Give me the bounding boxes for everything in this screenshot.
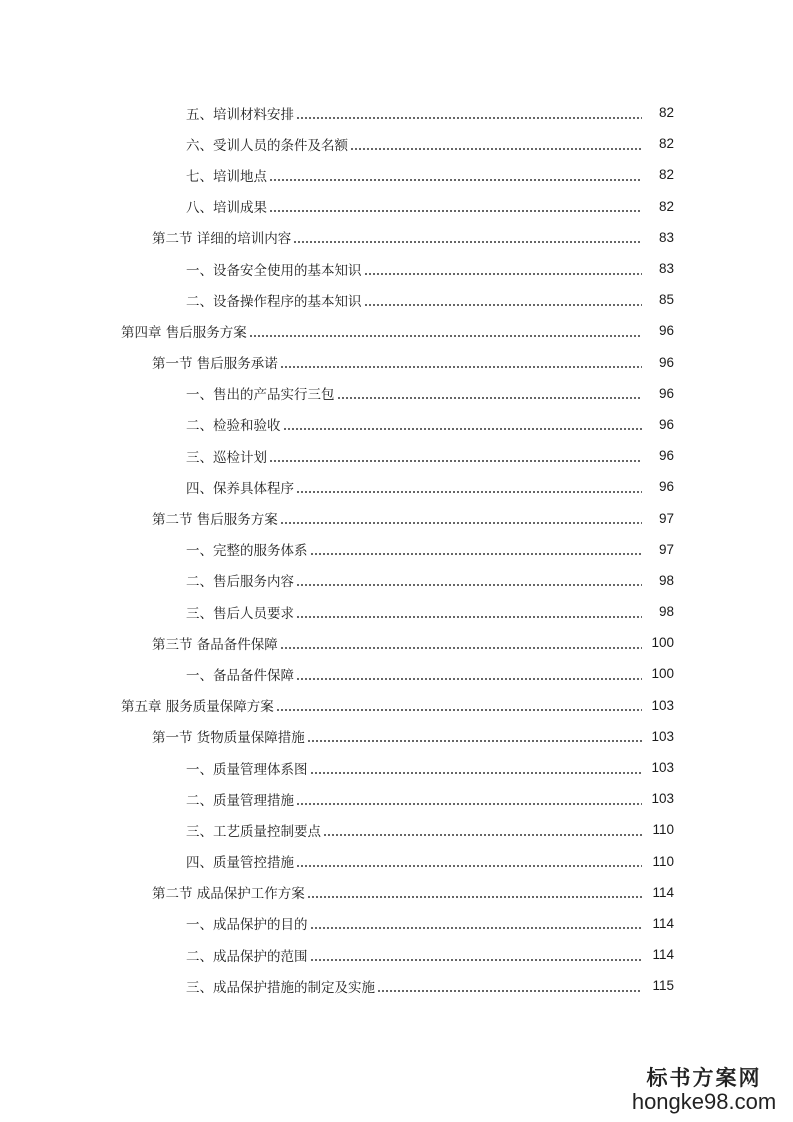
toc-entry-page-number: 82 bbox=[658, 167, 674, 183]
toc-entry-item[interactable] bbox=[0, 565, 793, 596]
toc-entry-page-number: 114 bbox=[652, 884, 674, 900]
toc-entry-item[interactable] bbox=[0, 378, 793, 409]
toc-dot-leader bbox=[276, 709, 642, 711]
toc-entry-page-number: 114 bbox=[652, 915, 674, 931]
toc-dot-leader bbox=[296, 616, 642, 618]
toc-dot-leader bbox=[283, 428, 643, 430]
toc-entry-label: 二、售后服务内容 bbox=[186, 574, 294, 591]
toc-entry-label: 一、设备安全使用的基本知识 bbox=[186, 262, 362, 279]
toc-entry-item[interactable] bbox=[0, 596, 793, 627]
toc-entry-label: 一、售出的产品实行三包 bbox=[186, 387, 335, 404]
toc-entry-item[interactable] bbox=[0, 253, 793, 284]
toc-entry-page-number: 98 bbox=[658, 604, 674, 620]
toc-entry-page-number: 96 bbox=[658, 323, 674, 339]
toc-entry-section[interactable] bbox=[0, 347, 793, 378]
toc-entry-page-number: 83 bbox=[658, 261, 674, 277]
toc-entry-page-number: 103 bbox=[651, 697, 674, 713]
toc-entry-label: 三、售后人员要求 bbox=[186, 605, 294, 622]
toc-entry-chapter[interactable] bbox=[0, 690, 793, 721]
toc-entry-label: 一、成品保护的目的 bbox=[186, 917, 308, 934]
toc-dot-leader bbox=[280, 366, 642, 368]
toc-dot-leader bbox=[296, 678, 642, 680]
toc-entry-label: 第二节 详细的培训内容 bbox=[152, 231, 292, 248]
toc-entry-label: 四、质量管控措施 bbox=[186, 855, 294, 872]
toc-entry-page-number: 97 bbox=[658, 510, 674, 526]
toc-entry-label: 第五章 服务质量保障方案 bbox=[121, 699, 274, 716]
toc-entry-page-number: 110 bbox=[652, 822, 674, 838]
toc-dot-leader bbox=[296, 584, 642, 586]
toc-dot-leader bbox=[307, 740, 642, 742]
toc-entry-label: 四、保养具体程序 bbox=[186, 480, 294, 497]
toc-entry-item[interactable] bbox=[0, 846, 793, 877]
toc-entry-page-number: 103 bbox=[651, 760, 674, 776]
toc-dot-leader bbox=[310, 553, 643, 555]
toc-dot-leader bbox=[307, 896, 642, 898]
toc-entry-item[interactable] bbox=[0, 128, 793, 159]
toc-entry-page-number: 96 bbox=[658, 448, 674, 464]
toc-dot-leader bbox=[364, 273, 643, 275]
toc-dot-leader bbox=[296, 865, 642, 867]
toc-entry-label: 第二节 成品保护工作方案 bbox=[152, 886, 305, 903]
toc-dot-leader bbox=[377, 990, 642, 992]
toc-entry-page-number: 110 bbox=[652, 853, 674, 869]
toc-entry-item[interactable] bbox=[0, 471, 793, 502]
toc-entry-label: 三、巡检计划 bbox=[186, 449, 267, 466]
toc-dot-leader bbox=[337, 397, 643, 399]
toc-entry-label: 八、培训成果 bbox=[186, 200, 267, 217]
watermark-logo bbox=[629, 1066, 779, 1114]
toc-dot-leader bbox=[350, 148, 642, 150]
toc-entry-item[interactable] bbox=[0, 284, 793, 315]
toc-entry-page-number: 98 bbox=[658, 572, 674, 588]
toc-entry-page-number: 96 bbox=[658, 385, 674, 401]
toc-entry-section[interactable] bbox=[0, 502, 793, 533]
toc-entry-item[interactable] bbox=[0, 970, 793, 1001]
toc-dot-leader bbox=[296, 117, 642, 119]
toc-entry-item[interactable] bbox=[0, 159, 793, 190]
toc-entry-page-number: 100 bbox=[651, 635, 674, 651]
toc-dot-leader bbox=[310, 959, 643, 961]
toc-entry-section[interactable] bbox=[0, 721, 793, 752]
toc-dot-leader bbox=[323, 834, 642, 836]
toc-entry-item[interactable] bbox=[0, 440, 793, 471]
toc-entry-page-number: 96 bbox=[658, 479, 674, 495]
toc-entry-label: 六、受训人员的条件及名额 bbox=[186, 137, 348, 154]
toc-entry-label: 三、工艺质量控制要点 bbox=[186, 823, 321, 840]
toc-entry-page-number: 103 bbox=[651, 791, 674, 807]
toc-dot-leader bbox=[249, 335, 642, 337]
watermark-url: hongke98.com bbox=[631, 1089, 777, 1114]
toc-entry-item[interactable] bbox=[0, 783, 793, 814]
toc-dot-leader bbox=[310, 927, 643, 929]
toc-dot-leader bbox=[269, 460, 642, 462]
toc-entry-label: 二、质量管理措施 bbox=[186, 792, 294, 809]
toc-entry-label: 七、培训地点 bbox=[186, 168, 267, 185]
toc-entry-item[interactable] bbox=[0, 534, 793, 565]
toc-entry-label: 第一节 售后服务承诺 bbox=[152, 356, 278, 373]
toc-entry-section[interactable] bbox=[0, 222, 793, 253]
table-of-contents bbox=[0, 97, 793, 1001]
toc-entry-label: 五、培训材料安排 bbox=[186, 106, 294, 123]
toc-dot-leader bbox=[296, 803, 642, 805]
toc-entry-item[interactable] bbox=[0, 191, 793, 222]
toc-entry-page-number: 96 bbox=[658, 354, 674, 370]
toc-entry-item[interactable] bbox=[0, 97, 793, 128]
toc-entry-page-number: 82 bbox=[658, 136, 674, 152]
toc-entry-label: 一、质量管理体系图 bbox=[186, 761, 308, 778]
toc-dot-leader bbox=[296, 491, 642, 493]
toc-entry-page-number: 85 bbox=[658, 292, 674, 308]
toc-entry-label: 第四章 售后服务方案 bbox=[121, 324, 247, 341]
toc-entry-page-number: 83 bbox=[658, 229, 674, 245]
toc-entry-item[interactable] bbox=[0, 939, 793, 970]
toc-entry-chapter[interactable] bbox=[0, 315, 793, 346]
toc-entry-section[interactable] bbox=[0, 877, 793, 908]
toc-entry-item[interactable] bbox=[0, 409, 793, 440]
toc-entry-page-number: 100 bbox=[651, 666, 674, 682]
toc-entry-label: 一、备品备件保障 bbox=[186, 667, 294, 684]
toc-entry-page-number: 115 bbox=[652, 978, 674, 994]
toc-entry-item[interactable] bbox=[0, 752, 793, 783]
toc-entry-page-number: 103 bbox=[651, 728, 674, 744]
toc-dot-leader bbox=[364, 304, 643, 306]
toc-entry-label: 二、设备操作程序的基本知识 bbox=[186, 293, 362, 310]
toc-dot-leader bbox=[310, 772, 643, 774]
toc-dot-leader bbox=[269, 210, 642, 212]
toc-dot-leader bbox=[293, 241, 642, 243]
toc-dot-leader bbox=[280, 522, 642, 524]
watermark-title: 标书方案网 bbox=[646, 1065, 762, 1090]
toc-entry-item[interactable] bbox=[0, 658, 793, 689]
toc-entry-label: 第三节 备品备件保障 bbox=[152, 636, 278, 653]
toc-entry-page-number: 97 bbox=[658, 541, 674, 557]
toc-entry-page-number: 96 bbox=[658, 416, 674, 432]
toc-entry-label: 二、检验和验收 bbox=[186, 418, 281, 435]
toc-entry-section[interactable] bbox=[0, 627, 793, 658]
toc-entry-item[interactable] bbox=[0, 908, 793, 939]
toc-entry-page-number: 82 bbox=[658, 198, 674, 214]
toc-entry-label: 三、成品保护措施的制定及实施 bbox=[186, 979, 375, 996]
toc-entry-page-number: 82 bbox=[658, 105, 674, 121]
toc-entry-label: 二、成品保护的范围 bbox=[186, 948, 308, 965]
toc-entry-label: 第一节 货物质量保障措施 bbox=[152, 730, 305, 747]
toc-entry-page-number: 114 bbox=[652, 947, 674, 963]
toc-dot-leader bbox=[280, 647, 642, 649]
toc-entry-label: 第二节 售后服务方案 bbox=[152, 512, 278, 529]
toc-dot-leader bbox=[269, 179, 642, 181]
toc-entry-label: 一、完整的服务体系 bbox=[186, 543, 308, 560]
toc-entry-item[interactable] bbox=[0, 814, 793, 845]
